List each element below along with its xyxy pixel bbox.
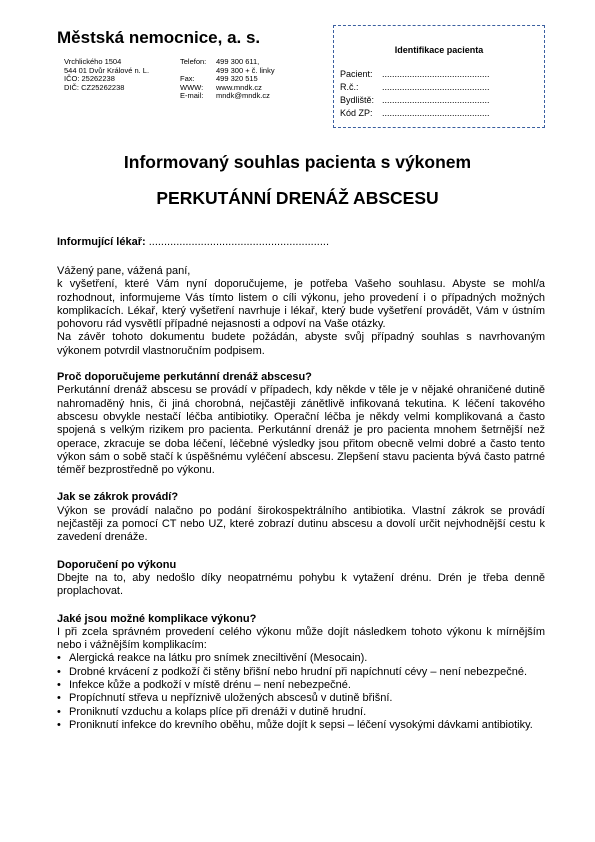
complication-item: • Alergická reakce na látku pro snímek zneciltivění (Mesocain). [69,652,545,665]
doctor-blank: ........................................................... [148,236,330,248]
complication-item: • Propíchnutí střeva u nepříznivě uložených abscesů v dutině břišní. [69,692,545,705]
section-heading-aftercare: Doporučení po výkonu [57,558,177,571]
procedure-title: PERKUTÁNNÍ DRENÁŽ ABSCESU [156,188,439,208]
section-text-complications: I při zcela správném provedení celého výkonu může dojít následkem tohoto výkonu k mírnějším nebo i vážnějším komplikacím: [57,625,545,652]
patient-name-field[interactable] [340,69,490,79]
document-title: Informovaný souhlas pacienta s výkonem [123,152,472,172]
fax-value: 499 320 515 [216,74,258,84]
patient-identification-title: Identifikace pacienta [394,45,484,55]
hospital-address [64,58,149,92]
field-blank: ........................................... [382,108,490,118]
www-label: WWW: [180,82,204,92]
field-label: Bydliště: [340,95,375,105]
complication-item: • Infekce kůže a podkoží v místě drénu – není nebezpečné. [69,679,545,692]
complication-item: • Proniknutí infekce do krevního oběhu, může dojít k sepsi – léčení vysokými dávkami antibiotiky. [69,719,545,732]
email-label: E-mail: [180,91,204,101]
phone-value: 499 300 611, [216,57,260,66]
residence-field[interactable] [340,95,490,105]
field-blank: ........................................... [382,82,490,92]
contact-values [216,58,275,101]
dic-line: DIČ: CZ25262238 [64,82,125,92]
email-link[interactable]: mndk@mndk.cz [216,91,270,101]
field-blank: ........................................... [382,95,490,105]
section-text-why: Perkutánní drenáž abscesu se provádí v případech, kdy někde v těle je v nějaké ohraničené dutině nahromaděný hnis, či jiná chorobná, nejčastěji zánětlivě infikovaná tekutina. K léčení takového abscesu obvykle nestačí léčba antibiotiky. Operační léčba je někdy velmi komplikovaná a často spojená s velkým rizikem pro pacienta. Perkutánní drenáž je pro pacienta mnohem šetrnější než operace, zkracuje se doba léčení, léčebné výsledky jsou přitom obecně velmi dobré a často tento výkon sám o sobě stačí k úspěšnému vyléčení abscesu. Zlepšení stavu pacienta bývá často patrné téměř bezprostředně po výkonu. [57,384,545,477]
hospital-name: Městská nemocnice, a. s. [57,28,261,47]
field-label: Kód ZP: [340,108,373,118]
contact-labels [180,58,206,101]
salutation: Vážený pane, vážená paní, [57,265,191,277]
birth-number-field[interactable] [340,82,490,92]
section-text-procedure: Výkon se provádí nalačno po podání širokospektrálního antibiotika. Vlastní zákrok se provádí nejčastěji za pomocí CT nebo UZ, které zobrazí dutinu abscesu a dovolí určit nejvhodnější cestu k zavedení drenáže. [57,504,545,544]
phone-extension-value: 499 300 + č. linky [216,65,275,75]
section-heading-why: Proč doporučujeme perkutánní drenáž abscesu? [57,371,312,384]
doctor-label: Informující lékař: [57,236,146,248]
informing-doctor-field[interactable] [57,236,329,248]
website-link[interactable]: www.mndk.cz [216,82,262,92]
section-text-aftercare: Dbejte na to, aby nedošlo díky neopatrnému pohybu k vytažení drénu. Drén je třeba denně proplachovat. [57,571,545,598]
intro-closing: Na závěr tohoto dokumentu budete požádán, abyste svůj případný souhlas s navrhovaným výkonem potvrdil vlastnoručním podpisem. [57,331,545,357]
section-heading-complications: Jaké jsou možné komplikace výkonu? [57,612,257,625]
field-label: R.č.: [340,82,359,92]
section-heading-procedure: Jak se zákrok provádí? [57,491,179,504]
intro-paragraph: k vyšetření, které Vám nyní doporučujeme, je potřeba Vašeho souhlasu. Abyste se mohl/a rozhodnout, informujeme Vás tímto listem o cíli výkonu, jeho provedení i o případných možných komplikacích. Lékař, který vyšetření navrhuje i lékař, který bude vyšetření provádět, Vám v ústním pohovoru rád vysvětlí případné nejasnosti a odpoví na Vaše otázky. [57,278,545,331]
phone-label: Telefon: [180,57,207,66]
consent-body [57,265,545,732]
ico-line: IČO: 25262238 [64,74,115,84]
complications-list [57,652,545,732]
address-line: 544 01 Dvůr Králové n. L. [64,65,150,75]
complication-item: • Proniknutí vzduchu a kolaps plíce při drenáži v dutině hrudní. [69,706,545,719]
insurance-code-field[interactable] [340,108,490,118]
fax-label: Fax: [180,74,195,84]
field-label: Pacient: [340,69,373,79]
patient-identification-box [333,25,545,128]
address-line: Vrchlického 1504 [64,57,122,66]
field-blank: ........................................... [382,69,490,79]
complication-item: • Drobné krvácení z podkoží či stěny břišní nebo hrudní při napíchnutí cévy – není nebezpečné. [69,666,545,679]
